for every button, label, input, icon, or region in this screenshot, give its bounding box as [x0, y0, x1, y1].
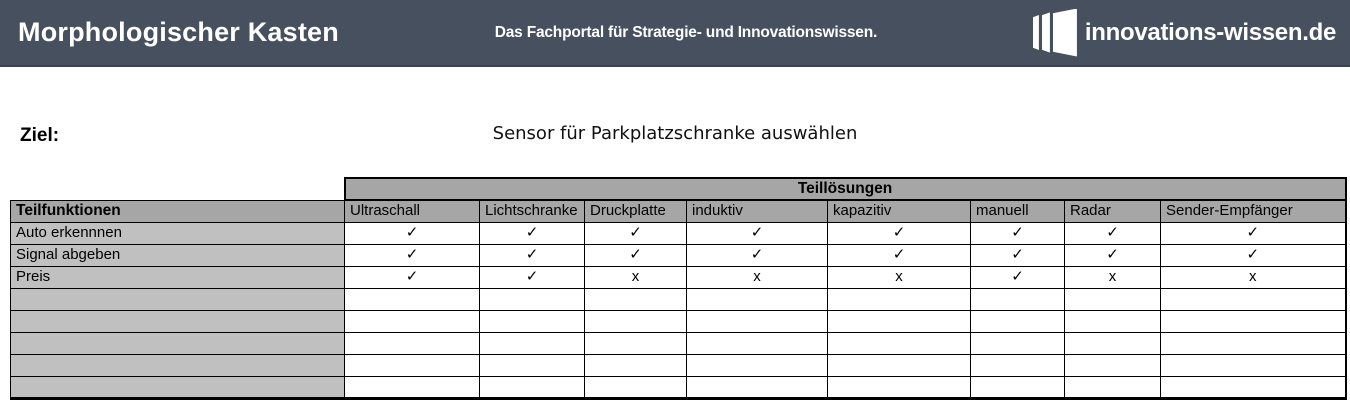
matrix-cell: ✓: [345, 244, 480, 266]
solutions-header-row: [11, 178, 1346, 200]
row-label: Preis: [11, 266, 345, 288]
matrix-cell: [1161, 288, 1346, 310]
matrix-cell: [345, 288, 480, 310]
row-label: [11, 376, 345, 398]
matrix-cell: ✓: [585, 222, 687, 244]
goal-value: Sensor für Parkplatzschranke auswählen: [492, 123, 858, 144]
matrix-cell: [1065, 288, 1161, 310]
matrix-cell: [828, 354, 971, 376]
matrix-cell: ✓: [480, 266, 585, 288]
logo-text: innovations-wissen.de: [1084, 18, 1336, 46]
matrix-cell: [1161, 332, 1346, 354]
matrix-cell: [687, 332, 828, 354]
matrix-cell: [971, 354, 1065, 376]
matrix-cell: [480, 354, 585, 376]
row-label: [11, 288, 345, 310]
matrix-cell: [828, 310, 971, 332]
table-row: [11, 222, 1346, 244]
matrix-cell: [345, 354, 480, 376]
column-header-5: manuell: [971, 200, 1065, 222]
corner-header: Teilfunktionen: [11, 200, 345, 222]
matrix-cell: [1161, 310, 1346, 332]
morphological-table: [10, 177, 1347, 400]
matrix-cell: ✓: [1065, 222, 1161, 244]
table-row: [11, 310, 1346, 332]
row-label: Auto erkennnen: [11, 222, 345, 244]
table-row: [11, 376, 1346, 398]
column-header-3: induktiv: [687, 200, 828, 222]
matrix-cell: [687, 354, 828, 376]
column-header-7: Sender-Empfänger: [1161, 200, 1346, 222]
matrix-cell: [480, 288, 585, 310]
matrix-cell: [585, 288, 687, 310]
matrix-cell: [1161, 354, 1346, 376]
matrix-cell: ✓: [971, 244, 1065, 266]
goal-section: [0, 123, 1350, 153]
row-label: Signal abgeben: [11, 244, 345, 266]
table-row: [11, 354, 1346, 376]
header-subtitle: Das Fachportal für Strategie- und Innovationswissen.: [494, 23, 878, 41]
column-header-0: Ultraschall: [345, 200, 480, 222]
matrix-cell: [687, 310, 828, 332]
matrix-cell: [971, 376, 1065, 398]
matrix-cell: ✓: [828, 244, 971, 266]
solutions-header: Teillösungen: [345, 178, 1346, 200]
matrix-cell: [828, 376, 971, 398]
matrix-cell: ✓: [828, 222, 971, 244]
app-header: [0, 0, 1350, 67]
matrix-cell: [480, 376, 585, 398]
column-header-row: [11, 200, 1346, 222]
table-row: [11, 244, 1346, 266]
matrix-cell: [585, 376, 687, 398]
matrix-cell: ✓: [687, 244, 828, 266]
matrix-cell: x: [687, 266, 828, 288]
matrix-cell: ✓: [480, 222, 585, 244]
matrix-cell: ✓: [687, 222, 828, 244]
corner-spacer: [11, 178, 345, 200]
matrix-cell: [585, 332, 687, 354]
matrix-cell: ✓: [971, 266, 1065, 288]
matrix-cell: ✓: [345, 222, 480, 244]
matrix-cell: [971, 310, 1065, 332]
column-header-1: Lichtschranke: [480, 200, 585, 222]
matrix-cell: [345, 310, 480, 332]
matrix-cell: [1065, 376, 1161, 398]
matrix-cell: [828, 332, 971, 354]
column-header-6: Radar: [1065, 200, 1161, 222]
matrix-cell: ✓: [1065, 244, 1161, 266]
matrix-cell: ✓: [1161, 222, 1346, 244]
matrix-cell: [585, 310, 687, 332]
book-pages-icon: [1033, 9, 1077, 57]
matrix-cell: [1065, 310, 1161, 332]
row-label: [11, 310, 345, 332]
table-row: [11, 332, 1346, 354]
matrix-cell: x: [1065, 266, 1161, 288]
row-label: [11, 354, 345, 376]
matrix-cell: x: [828, 266, 971, 288]
page-title: Morphologischer Kasten: [18, 17, 339, 47]
matrix-cell: x: [585, 266, 687, 288]
matrix-cell: [1065, 354, 1161, 376]
matrix-cell: [480, 310, 585, 332]
goal-label: Ziel:: [20, 125, 60, 146]
table-row: [11, 266, 1346, 288]
column-header-2: Druckplatte: [585, 200, 687, 222]
matrix-cell: [687, 288, 828, 310]
column-header-4: kapazitiv: [828, 200, 971, 222]
matrix-cell: ✓: [345, 266, 480, 288]
matrix-cell: [585, 354, 687, 376]
table-row: [11, 288, 1346, 310]
matrix-cell: ✓: [480, 244, 585, 266]
matrix-cell: ✓: [585, 244, 687, 266]
matrix-cell: [1065, 332, 1161, 354]
matrix-cell: x: [1161, 266, 1346, 288]
matrix-cell: [971, 332, 1065, 354]
matrix-cell: ✓: [1161, 244, 1346, 266]
matrix-cell: [1161, 376, 1346, 398]
row-label: [11, 332, 345, 354]
matrix-cell: [828, 288, 971, 310]
matrix-cell: [345, 376, 480, 398]
matrix-cell: [687, 376, 828, 398]
matrix-cell: [345, 332, 480, 354]
matrix-cell: [971, 288, 1065, 310]
table-wrap: [10, 177, 1345, 400]
table-body: [11, 222, 1346, 398]
matrix-cell: ✓: [971, 222, 1065, 244]
logo[interactable]: [1033, 9, 1350, 57]
matrix-cell: [480, 332, 585, 354]
